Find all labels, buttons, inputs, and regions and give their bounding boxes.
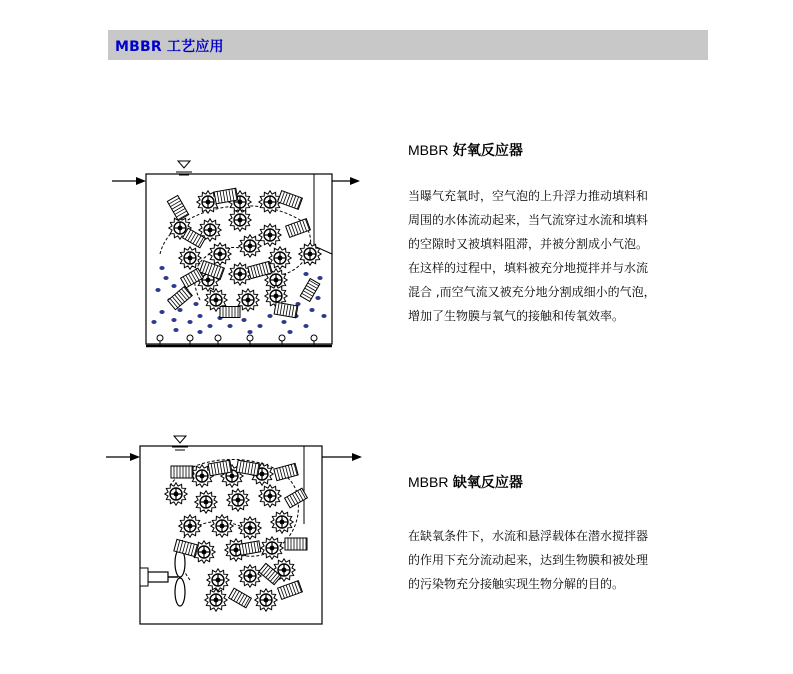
aerobic-reactor-title <box>408 140 523 160</box>
description-line: 当曝气充氧时，空气泡的上升浮力推动填料和 <box>408 189 649 203</box>
air-bubble <box>197 314 202 318</box>
diffuser-icon <box>157 335 163 341</box>
air-bubble <box>287 330 292 334</box>
air-bubble <box>197 330 202 334</box>
air-bubble <box>309 308 314 312</box>
diffuser-icon <box>187 335 193 341</box>
air-bubble <box>317 276 322 280</box>
diffuser-icon <box>247 335 253 341</box>
aerobic-reactor-description <box>408 184 656 328</box>
description-line: 的作用下充分流动起来，达到生物膜和被处理 <box>408 553 649 567</box>
air-bubble <box>193 302 198 306</box>
description-line: 在缺氧条件下，水流和悬浮载体在潜水搅拌器 <box>408 529 649 543</box>
air-bubble <box>171 318 176 322</box>
air-bubble <box>187 320 192 324</box>
air-bubble <box>303 324 308 328</box>
air-bubble <box>321 314 326 318</box>
section-title: MBBR 工艺应用 <box>115 39 224 55</box>
arrow-head-icon <box>136 177 146 185</box>
aerobic-title-name: 好氧反应器 <box>452 143 523 159</box>
description-line: 周围的水体流动起来，当气流穿过水流和填料 <box>408 213 649 227</box>
aerobic-reactor-diagram <box>100 150 360 360</box>
anoxic-title-name: 缺氧反应器 <box>452 475 523 491</box>
water-level-icon <box>174 436 186 443</box>
carrier-tube-icon <box>285 538 307 550</box>
air-bubble <box>151 320 156 324</box>
air-bubble <box>159 266 164 270</box>
arrow-head-icon <box>352 453 362 461</box>
air-bubble <box>281 320 286 324</box>
air-bubble <box>163 276 168 280</box>
air-bubble <box>159 310 164 314</box>
anoxic-title-prefix: MBBR <box>408 474 449 490</box>
anoxic-reactor-diagram <box>100 430 370 635</box>
water-level-icon <box>178 161 190 168</box>
section-header-bar <box>108 30 708 60</box>
aerobic-reactor-icon <box>100 150 360 360</box>
description-line: 的污染物充分接触实现生物分解的目的。 <box>408 577 625 591</box>
air-bubble <box>177 308 182 312</box>
description-line: 增加了生物膜与氧气的接触和传氧效率。 <box>408 309 625 323</box>
description-line: 混合 ,而空气流又被充分地分割成细小的气泡， <box>408 285 656 299</box>
air-bubble <box>247 330 252 334</box>
air-bubble <box>173 328 178 332</box>
air-bubble <box>267 314 272 318</box>
mixer-motor-icon <box>148 572 168 582</box>
air-bubble <box>303 272 308 276</box>
carrier-tube-icon <box>220 307 240 318</box>
arrow-head-icon <box>350 177 360 185</box>
diffuser-icon <box>311 335 317 341</box>
air-bubble <box>241 318 246 322</box>
air-bubble <box>171 284 176 288</box>
anoxic-reactor-description <box>408 524 648 596</box>
anoxic-reactor-icon <box>100 430 370 635</box>
air-bubble <box>155 288 160 292</box>
air-bubble <box>315 296 320 300</box>
anoxic-reactor-title <box>408 472 523 492</box>
description-line: 在这样的过程中，填料被充分地搅拌并与水流 <box>408 261 649 275</box>
propeller-blade-icon <box>175 578 185 606</box>
air-bubble <box>227 324 232 328</box>
diffuser-icon <box>215 335 221 341</box>
aerobic-title-prefix: MBBR <box>408 142 449 158</box>
carrier-tube-icon <box>171 466 193 478</box>
air-bubble <box>207 324 212 328</box>
description-line: 的空隙时又被填料阻滞，并被分割成小气泡。 <box>408 237 649 251</box>
arrow-head-icon <box>130 453 140 461</box>
air-bubble <box>257 324 262 328</box>
diffuser-icon <box>279 335 285 341</box>
